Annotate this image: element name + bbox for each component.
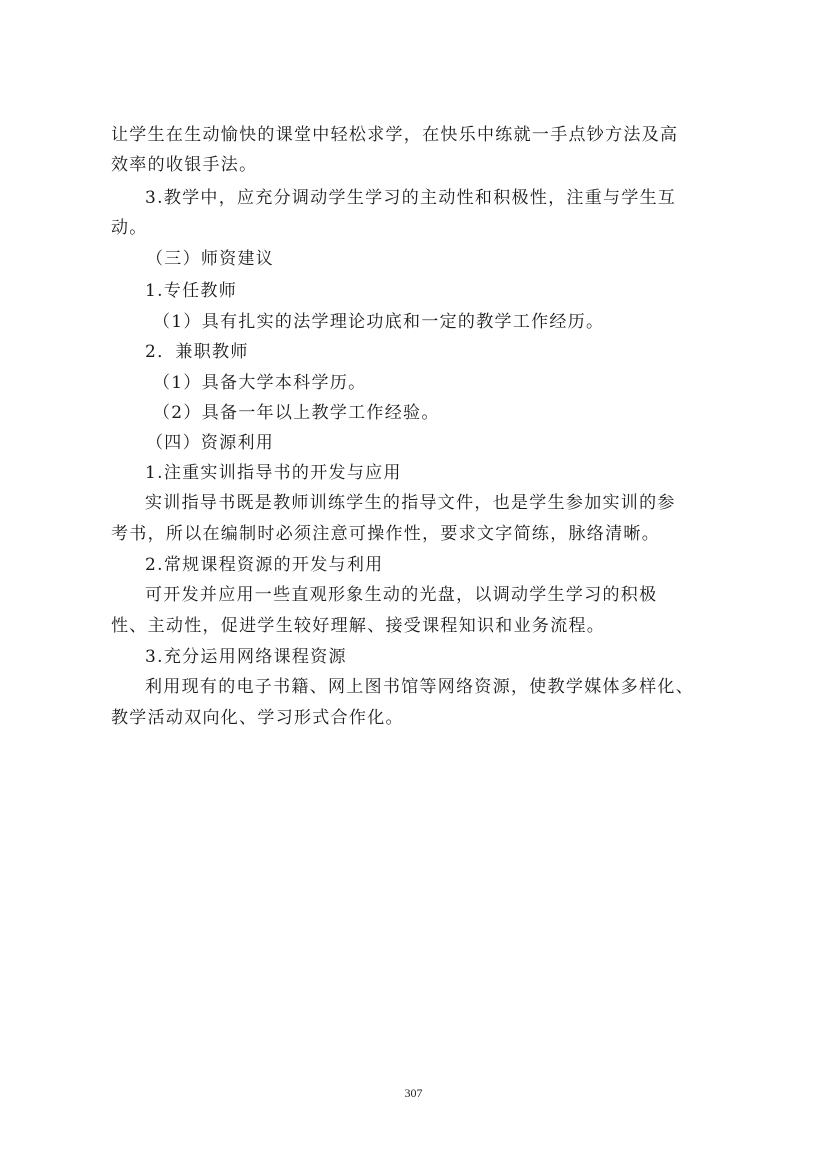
paragraph-line: 性、主动性，促进学生较好理解、接受课程知识和业务流程。 [111, 616, 606, 636]
paragraph-line: 让学生在生动愉快的课堂中轻松求学，在快乐中练就一手点钞方法及高 [111, 125, 679, 145]
list-item: （1）具备大学本科学历。 [153, 373, 367, 393]
subsection-heading: 2．兼职教师 [145, 342, 249, 362]
paragraph-line: 3.教学中，应充分调动学生学习的主动性和积极性，注重与学生互 [145, 188, 677, 208]
paragraph-line: 可开发并应用一些直观形象生动的光盘，以调动学生学习的积极 [145, 585, 658, 605]
page-number: 307 [404, 1086, 423, 1100]
subsection-heading: 3.充分运用网络课程资源 [145, 647, 347, 667]
subsection-heading: 1.注重实训指导书的开发与应用 [145, 463, 402, 483]
paragraph-line: 教学活动双向化、学习形式合作化。 [111, 708, 404, 728]
list-item: （1）具有扎实的法学理论功底和一定的教学工作经历。 [153, 312, 605, 332]
subsection-heading: 1.专任教师 [145, 281, 238, 301]
section-heading: （三）师资建议 [146, 249, 275, 269]
paragraph-line: 考书，所以在编制时必须注意可操作性，要求文字简练，脉络清晰。 [111, 524, 660, 544]
paragraph-line: 动。 [111, 218, 148, 238]
list-item: （2）具备一年以上教学工作经验。 [153, 403, 440, 423]
subsection-heading: 2.常规课程资源的开发与利用 [145, 555, 384, 575]
paragraph-line: 效率的收银手法。 [111, 155, 258, 175]
paragraph-line: 实训指导书既是教师训练学生的指导文件，也是学生参加实训的参 [145, 493, 676, 513]
section-heading: （四）资源利用 [146, 433, 275, 453]
paragraph-line: 利用现有的电子书籍、网上图书馆等网络资源，使教学媒体多样化、 [145, 677, 694, 697]
